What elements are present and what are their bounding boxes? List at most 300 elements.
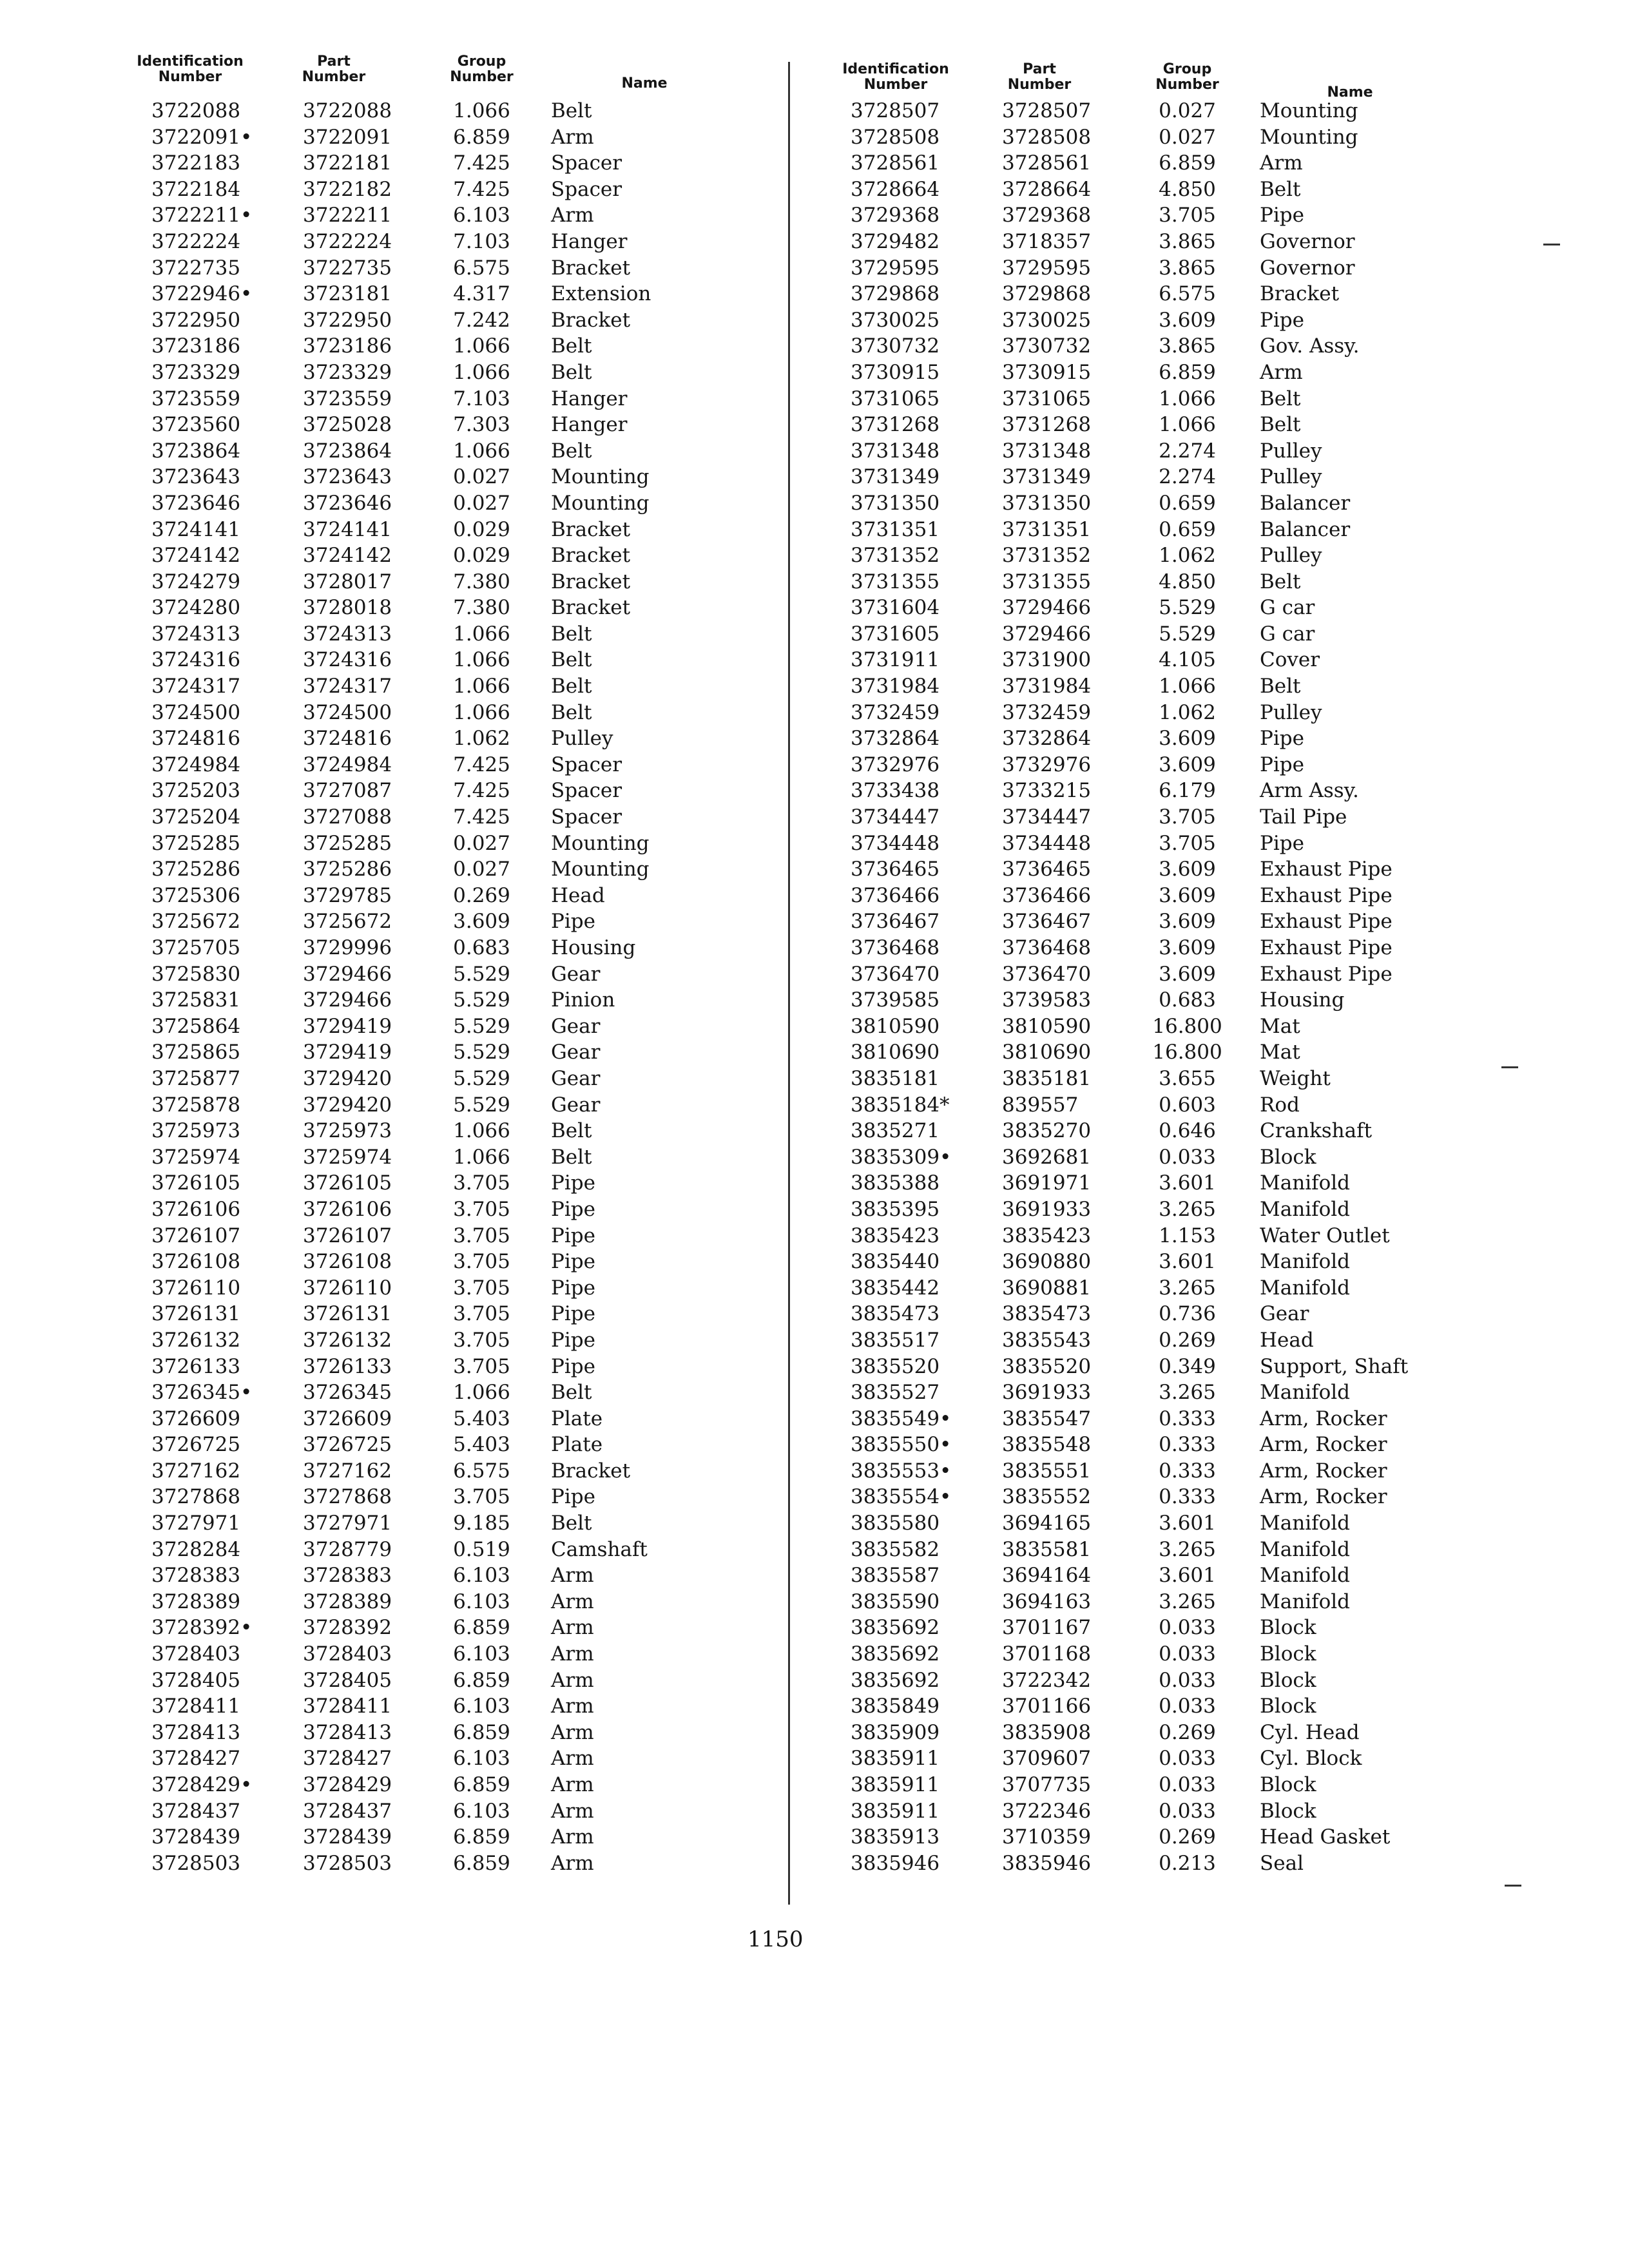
name-cell: Pipe: [551, 1302, 595, 1326]
group-number-cell: 0.029: [453, 544, 510, 568]
part-number-cell: 3731351: [1002, 517, 1092, 541]
part-number-cell: 3722088: [303, 99, 392, 122]
part-number-cell: 3726133: [303, 1354, 392, 1378]
identification-number-cell: 3728429•: [151, 1773, 253, 1796]
identification-number-cell: 3835911: [851, 1799, 940, 1823]
group-number-cell: 6.859: [453, 125, 510, 149]
identification-number-cell: 3722950: [151, 308, 241, 332]
identification-number-cell: 3835423: [851, 1224, 940, 1247]
group-number-cell: 6.575: [453, 256, 510, 280]
name-cell: Manifold: [1260, 1590, 1350, 1613]
name-cell: Belt: [551, 1145, 592, 1169]
group-number-cell: 1.062: [453, 727, 510, 751]
identification-number-cell: 3835309•: [851, 1145, 952, 1169]
name-cell: Bracket: [551, 570, 631, 593]
name-cell: Bracket: [551, 544, 631, 568]
name-cell: Rod: [1260, 1093, 1300, 1117]
table-row: [126, 647, 770, 673]
table-row: [831, 333, 1476, 360]
table-row: [126, 490, 770, 517]
identification-number-cell: 3835520: [851, 1354, 940, 1378]
name-cell: Governor: [1260, 229, 1355, 253]
part-number-cell: 3728429: [303, 1773, 392, 1796]
group-number-cell: 6.575: [1159, 282, 1216, 306]
group-number-cell: 3.705: [453, 1276, 510, 1300]
name-cell: Gear: [551, 1066, 601, 1090]
header-name: Name: [621, 75, 668, 91]
table-row: [126, 621, 770, 648]
name-cell: Housing: [1260, 988, 1345, 1012]
identification-number-cell: 3728383: [151, 1564, 241, 1588]
identification-number-cell: 3835911: [851, 1747, 940, 1771]
identification-number-cell: 3728503: [151, 1851, 241, 1875]
name-cell: Arm: [551, 1564, 594, 1588]
identification-number-cell: 3723646: [151, 491, 241, 515]
part-number-cell: 3729419: [303, 1041, 392, 1064]
identification-number-cell: 3726107: [151, 1224, 241, 1247]
table-row: [831, 831, 1476, 857]
group-number-cell: 3.705: [1159, 204, 1216, 227]
group-number-cell: 0.603: [1159, 1093, 1216, 1117]
identification-number-cell: 3835554•: [851, 1485, 952, 1509]
table-row: [831, 1667, 1476, 1694]
table-row: [831, 1379, 1476, 1406]
identification-number-cell: 3725286: [151, 858, 241, 881]
identification-number-cell: 3722211•: [151, 204, 253, 227]
name-cell: Cover: [1260, 648, 1320, 672]
group-number-cell: 0.027: [453, 491, 510, 515]
group-number-cell: 7.425: [453, 177, 510, 201]
part-number-cell: 3727087: [303, 779, 392, 803]
table-row: [126, 464, 770, 490]
table-row: [831, 1458, 1476, 1485]
part-number-cell: 3835946: [1002, 1851, 1092, 1875]
identification-number-cell: 3725974: [151, 1145, 241, 1169]
table-row: [831, 1066, 1476, 1092]
table-row: [126, 412, 770, 438]
table-row: [126, 1066, 770, 1092]
name-cell: Water Outlet: [1260, 1224, 1390, 1247]
identification-number-cell: 3728413: [151, 1720, 241, 1744]
group-number-cell: 0.033: [1159, 1668, 1216, 1692]
header-identification-number: Identification Number: [137, 53, 244, 85]
part-number-cell: 3731065: [1002, 387, 1092, 410]
name-cell: Belt: [551, 675, 592, 698]
name-cell: Arm, Rocker: [1260, 1433, 1387, 1457]
part-number-cell: 3729466: [303, 988, 392, 1012]
group-number-cell: 3.609: [1159, 753, 1216, 776]
group-number-cell: 3.705: [453, 1485, 510, 1509]
name-cell: Arm: [551, 204, 594, 227]
identification-number-cell: 3725204: [151, 805, 241, 829]
group-number-cell: 3.609: [1159, 308, 1216, 332]
name-cell: Exhaust Pipe: [1260, 962, 1393, 986]
name-cell: Pulley: [1260, 544, 1322, 568]
table-row: [831, 1589, 1476, 1615]
group-number-cell: 3.609: [1159, 962, 1216, 986]
group-number-cell: 1.066: [453, 360, 510, 384]
identification-number-cell: 3739585: [851, 988, 940, 1012]
table-row: [126, 752, 770, 778]
table-row: [126, 1824, 770, 1850]
part-number-cell: 3810690: [1002, 1041, 1092, 1064]
part-number-cell: 3725285: [303, 831, 392, 855]
part-number-cell: 3726106: [303, 1197, 392, 1221]
name-cell: Hanger: [551, 413, 628, 437]
header-part-number: Part Number: [302, 53, 366, 85]
name-cell: Mounting: [551, 831, 650, 855]
part-number-cell: 3726609: [303, 1407, 392, 1430]
table-row: [126, 307, 770, 334]
table-row: [126, 1589, 770, 1615]
part-number-cell: 3726110: [303, 1276, 392, 1300]
group-number-cell: 1.062: [1159, 700, 1216, 724]
group-number-cell: 0.349: [1159, 1354, 1216, 1378]
table-row: [126, 1014, 770, 1040]
identification-number-cell: 3736467: [851, 910, 940, 934]
name-cell: Pipe: [1260, 727, 1304, 751]
identification-number-cell: 3731349: [851, 465, 940, 489]
name-cell: Arm: [551, 125, 594, 149]
group-number-cell: 0.736: [1159, 1302, 1216, 1326]
part-number-cell: 3728017: [303, 570, 392, 593]
table-row: [831, 1772, 1476, 1798]
identification-number-cell: 3722088: [151, 99, 241, 122]
part-number-cell: 839557: [1002, 1093, 1079, 1117]
table-row: [126, 1510, 770, 1537]
table-row: [831, 752, 1476, 778]
name-cell: Manifold: [1260, 1197, 1350, 1221]
table-row: [831, 438, 1476, 465]
part-number-cell: 3728561: [1002, 151, 1092, 175]
group-number-cell: 6.103: [453, 1642, 510, 1666]
group-number-cell: 0.333: [1159, 1459, 1216, 1483]
table-row: [831, 281, 1476, 307]
table-row: [831, 1798, 1476, 1825]
identification-number-cell: 3835913: [851, 1825, 940, 1849]
table-row: [126, 1537, 770, 1563]
part-number-cell: 3728413: [303, 1720, 392, 1744]
table-row: [126, 595, 770, 621]
table-row: [126, 700, 770, 726]
identification-number-cell: 3835181: [851, 1066, 940, 1090]
identification-number-cell: 3728561: [851, 151, 940, 175]
identification-number-cell: 3731355: [851, 570, 940, 593]
part-number-cell: 3722091: [303, 125, 392, 149]
name-cell: Cyl. Block: [1260, 1747, 1362, 1771]
table-row: [126, 1249, 770, 1275]
part-number-cell: 3835548: [1002, 1433, 1092, 1457]
identification-number-cell: 3725973: [151, 1119, 241, 1143]
identification-number-cell: 3726609: [151, 1407, 241, 1430]
table-row: [126, 1720, 770, 1746]
identification-number-cell: 3726133: [151, 1354, 241, 1378]
group-number-cell: 0.683: [1159, 988, 1216, 1012]
name-cell: Arm: [551, 1695, 594, 1718]
group-number-cell: 0.213: [1159, 1851, 1216, 1875]
identification-number-cell: 3724142: [151, 544, 241, 568]
table-row: [126, 1092, 770, 1119]
identification-number-cell: 3725878: [151, 1093, 241, 1117]
name-cell: Pipe: [551, 1276, 595, 1300]
name-cell: Arm, Rocker: [1260, 1459, 1387, 1483]
part-number-cell: 3731900: [1002, 648, 1092, 672]
part-number-cell: 3729420: [303, 1066, 392, 1090]
identification-number-cell: 3835582: [851, 1537, 940, 1561]
table-row: [831, 177, 1476, 203]
identification-number-cell: 3728439: [151, 1825, 241, 1849]
name-cell: Bracket: [551, 308, 631, 332]
name-cell: Gear: [1260, 1302, 1309, 1326]
group-number-cell: 5.529: [453, 988, 510, 1012]
group-number-cell: 7.103: [453, 387, 510, 410]
part-number-cell: 3709607: [1002, 1747, 1092, 1771]
group-number-cell: 3.609: [1159, 910, 1216, 934]
name-cell: Belt: [551, 648, 592, 672]
table-row: [126, 1745, 770, 1772]
identification-number-cell: 3728664: [851, 177, 940, 201]
group-number-cell: 6.179: [1159, 779, 1216, 803]
group-number-cell: 1.066: [453, 700, 510, 724]
table-row: [126, 1275, 770, 1302]
part-number-cell: 3722224: [303, 229, 392, 253]
identification-number-cell: 3835909: [851, 1720, 940, 1744]
part-number-cell: 3729868: [1002, 282, 1092, 306]
table-row: [126, 883, 770, 909]
part-number-cell: 3728383: [303, 1564, 392, 1588]
name-cell: Block: [1260, 1773, 1316, 1796]
part-number-cell: 3731268: [1002, 413, 1092, 437]
name-cell: Exhaust Pipe: [1260, 936, 1393, 959]
name-cell: Support, Shaft: [1260, 1354, 1409, 1378]
name-cell: Hanger: [551, 387, 628, 410]
part-number-cell: 3728664: [1002, 177, 1092, 201]
table-row: [126, 360, 770, 386]
group-number-cell: 0.333: [1159, 1485, 1216, 1509]
identification-number-cell: 3722091•: [151, 125, 253, 149]
right-column: [831, 52, 1476, 1876]
group-number-cell: 7.425: [453, 753, 510, 776]
group-number-cell: 3.865: [1159, 334, 1216, 358]
table-row: [831, 1327, 1476, 1354]
group-number-cell: 1.066: [453, 334, 510, 358]
identification-number-cell: 3736468: [851, 936, 940, 959]
group-number-cell: 1.066: [453, 1119, 510, 1143]
table-row: [831, 202, 1476, 229]
table-row: [831, 1301, 1476, 1327]
group-number-cell: 0.027: [1159, 125, 1216, 149]
name-cell: Belt: [1260, 570, 1301, 593]
name-cell: Mounting: [551, 491, 650, 515]
name-cell: Weight: [1260, 1066, 1331, 1090]
part-number-cell: 3722211: [303, 204, 392, 227]
identification-number-cell: 3734448: [851, 831, 940, 855]
group-number-cell: 1.062: [1159, 544, 1216, 568]
part-number-cell: 3723186: [303, 334, 392, 358]
name-cell: Pipe: [551, 1250, 595, 1274]
table-row: [126, 831, 770, 857]
name-cell: Crankshaft: [1260, 1119, 1373, 1143]
name-cell: Manifold: [1260, 1537, 1350, 1561]
name-cell: Head: [1260, 1328, 1314, 1352]
identification-number-cell: 3835440: [851, 1250, 940, 1274]
part-number-cell: 3733215: [1002, 779, 1092, 803]
group-number-cell: 6.103: [453, 1564, 510, 1588]
group-number-cell: 6.859: [453, 1720, 510, 1744]
group-number-cell: 3.265: [1159, 1276, 1216, 1300]
identification-number-cell: 3726132: [151, 1328, 241, 1352]
table-row: [831, 255, 1476, 282]
group-number-cell: 3.705: [453, 1171, 510, 1195]
table-row: [126, 1196, 770, 1223]
identification-number-cell: 3733438: [851, 779, 940, 803]
group-number-cell: 5.529: [1159, 622, 1216, 646]
left-column-header: [126, 52, 770, 98]
left-column: [126, 52, 770, 1876]
table-row: [126, 150, 770, 177]
group-number-cell: 3.705: [1159, 831, 1216, 855]
part-number-cell: 3835581: [1002, 1537, 1092, 1561]
name-cell: Arm: [551, 1642, 594, 1666]
identification-number-cell: 3731604: [851, 596, 940, 620]
table-row: [831, 307, 1476, 334]
part-number-cell: 3732459: [1002, 700, 1092, 724]
group-number-cell: 0.033: [1159, 1642, 1216, 1666]
name-cell: Bracket: [1260, 282, 1340, 306]
group-number-cell: 1.066: [453, 675, 510, 698]
identification-number-cell: 3728389: [151, 1590, 241, 1613]
group-number-cell: 3.705: [453, 1302, 510, 1326]
name-cell: Pipe: [551, 1171, 595, 1195]
group-number-cell: 0.027: [1159, 99, 1216, 122]
part-number-cell: 3730025: [1002, 308, 1092, 332]
part-number-cell: 3727162: [303, 1459, 392, 1483]
part-number-cell: 3727088: [303, 805, 392, 829]
part-number-cell: 3724317: [303, 675, 392, 698]
identification-number-cell: 3731348: [851, 439, 940, 463]
name-cell: Arm: [551, 1799, 594, 1823]
name-cell: Belt: [1260, 675, 1301, 698]
table-row: [126, 386, 770, 412]
group-number-cell: 6.103: [453, 1695, 510, 1718]
identification-number-cell: 3727971: [151, 1512, 241, 1535]
group-number-cell: 6.859: [453, 1616, 510, 1640]
identification-number-cell: 3835553•: [851, 1459, 952, 1483]
table-row: [831, 1039, 1476, 1066]
table-row: [831, 490, 1476, 517]
identification-number-cell: 3736470: [851, 962, 940, 986]
table-row: [831, 673, 1476, 700]
identification-number-cell: 3730025: [851, 308, 940, 332]
part-number-cell: 3732864: [1002, 727, 1092, 751]
group-number-cell: 1.066: [1159, 387, 1216, 410]
group-number-cell: 3.265: [1159, 1197, 1216, 1221]
name-cell: Belt: [551, 1119, 592, 1143]
name-cell: Gear: [551, 962, 601, 986]
part-number-cell: 3726132: [303, 1328, 392, 1352]
identification-number-cell: 3726725: [151, 1433, 241, 1457]
identification-number-cell: 3731911: [851, 648, 940, 672]
name-cell: Arm, Rocker: [1260, 1485, 1387, 1509]
part-number-cell: 3729420: [303, 1093, 392, 1117]
table-row: [831, 804, 1476, 831]
table-row: [126, 202, 770, 229]
part-number-cell: 3728403: [303, 1642, 392, 1666]
name-cell: Arm: [551, 1773, 594, 1796]
group-number-cell: 7.425: [453, 805, 510, 829]
group-number-cell: 1.066: [453, 439, 510, 463]
part-number-cell: 3726131: [303, 1302, 392, 1326]
identification-number-cell: 3724316: [151, 648, 241, 672]
part-number-cell: 3724816: [303, 727, 392, 751]
group-number-cell: 4.850: [1159, 570, 1216, 593]
identification-number-cell: 3727868: [151, 1485, 241, 1509]
name-cell: Arm Assy.: [1260, 779, 1359, 803]
table-row: [126, 1144, 770, 1171]
group-number-cell: 6.859: [453, 1668, 510, 1692]
identification-number-cell: 3736465: [851, 858, 940, 881]
table-row: [126, 908, 770, 935]
part-number-cell: 3724500: [303, 700, 392, 724]
name-cell: Pulley: [1260, 465, 1322, 489]
table-row: [126, 961, 770, 988]
part-number-cell: 3729996: [303, 936, 392, 959]
group-number-cell: 0.659: [1159, 491, 1216, 515]
name-cell: Pipe: [1260, 753, 1304, 776]
group-number-cell: 3.865: [1159, 256, 1216, 280]
table-row: [831, 726, 1476, 752]
identification-number-cell: 3724500: [151, 700, 241, 724]
part-number-cell: 3701167: [1002, 1616, 1092, 1640]
name-cell: Pipe: [551, 1224, 595, 1247]
group-number-cell: 1.066: [1159, 413, 1216, 437]
identification-number-cell: 3723559: [151, 387, 241, 410]
group-number-cell: 3.705: [453, 1354, 510, 1378]
identification-number-cell: 3725285: [151, 831, 241, 855]
name-cell: Arm: [1260, 360, 1303, 384]
table-row: [126, 935, 770, 961]
group-number-cell: 9.185: [453, 1512, 510, 1535]
name-cell: Mat: [1260, 1014, 1300, 1038]
part-number-cell: 3732976: [1002, 753, 1092, 776]
header-group-number: Group Number: [450, 53, 514, 85]
identification-number-cell: 3725865: [151, 1041, 241, 1064]
table-row: [126, 229, 770, 255]
part-number-cell: 3728439: [303, 1825, 392, 1849]
group-number-cell: 0.027: [453, 831, 510, 855]
group-number-cell: 0.029: [453, 517, 510, 541]
group-number-cell: 1.066: [453, 99, 510, 122]
group-number-cell: 5.529: [453, 962, 510, 986]
table-row: [126, 1223, 770, 1249]
identification-number-cell: 3736466: [851, 883, 940, 907]
group-number-cell: 6.859: [453, 1773, 510, 1796]
group-number-cell: 0.269: [1159, 1328, 1216, 1352]
table-row: [831, 908, 1476, 935]
identification-number-cell: 3724984: [151, 753, 241, 776]
header-identification-number: Identification Number: [842, 61, 949, 93]
group-number-cell: 6.103: [453, 1799, 510, 1823]
identification-number-cell: 3724313: [151, 622, 241, 646]
identification-number-cell: 3724141: [151, 517, 241, 541]
header-group-number: Group Number: [1155, 61, 1219, 93]
group-number-cell: 7.303: [453, 413, 510, 437]
table-row: [831, 1249, 1476, 1275]
part-number-cell: 3729785: [303, 883, 392, 907]
part-number-cell: 3725286: [303, 858, 392, 881]
identification-number-cell: 3835527: [851, 1381, 940, 1405]
group-number-cell: 3.609: [453, 910, 510, 934]
